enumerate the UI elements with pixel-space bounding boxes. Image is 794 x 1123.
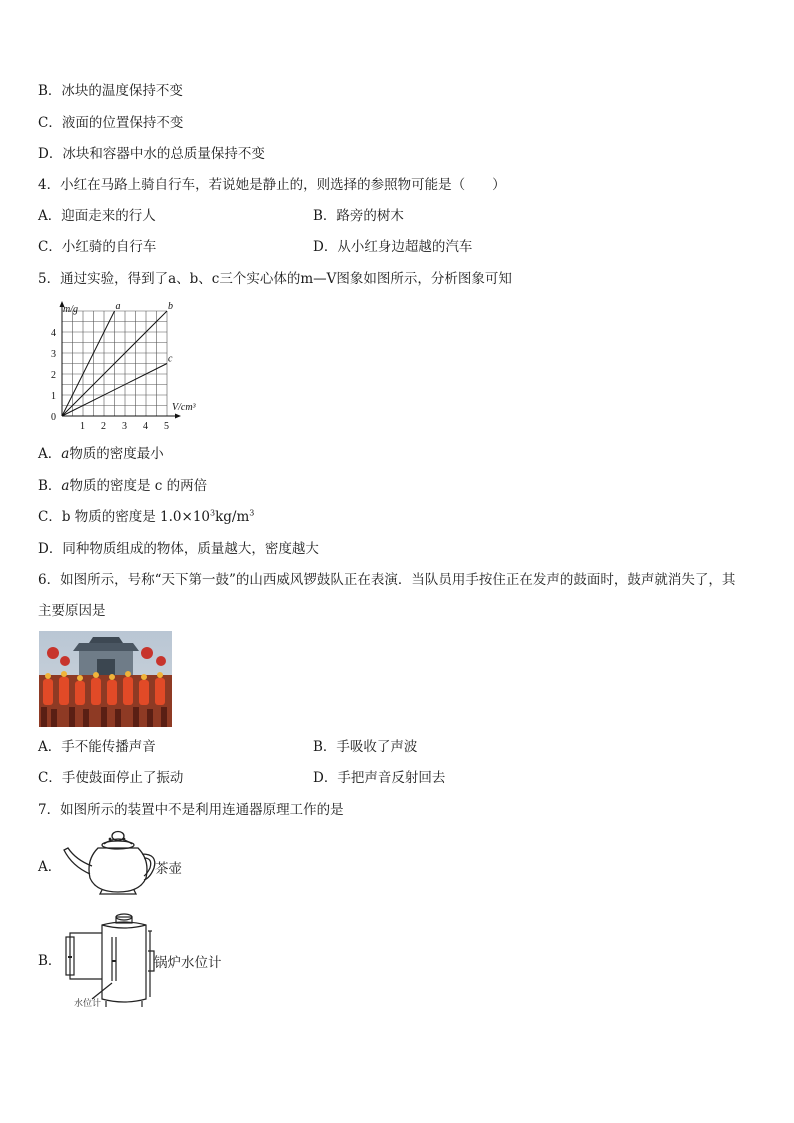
x-axis-label: V/cm³ — [172, 402, 196, 413]
q6-option-b: B．手吸收了声波 — [313, 739, 418, 755]
q5-c-unit-exp: 3 — [249, 508, 255, 518]
q6-option-a: A．手不能传播声音 — [38, 739, 156, 755]
series-label-b: b — [168, 301, 173, 312]
q4-stem: 4．小红在马路上骑自行车，若说她是静止的，则选择的参照物可能是（ ） — [38, 177, 506, 193]
q5-option-c — [38, 508, 254, 526]
y-tick-label: 1 — [51, 391, 56, 402]
q5-a-prefix: A． — [38, 446, 62, 462]
mv-graph — [44, 300, 214, 432]
q5-a-text: 物质的密度最小 — [69, 446, 164, 462]
q7-stem: 7．如图所示的装置中不是利用连通器原理工作的是 — [38, 802, 344, 818]
y-axis-label: m/g — [63, 304, 78, 315]
q5-c-exp: 3 — [210, 508, 216, 518]
q7-option-b-small-label: 水位计 — [74, 999, 102, 1009]
teapot-figure — [62, 830, 158, 900]
q6-stem-line1: 6．如图所示，号称“天下第一鼓”的山西威风锣鼓队正在表演．当队员用手按住正在发声的鼓面时，鼓声就消失了，其 — [38, 572, 736, 588]
q4-option-d: D．从小红身边超越的汽车 — [313, 239, 473, 255]
q4-option-a: A．迎面走来的行人 — [38, 208, 156, 224]
y-tick-label: 4 — [51, 328, 56, 339]
q6-stem-line2: 主要原因是 — [38, 603, 106, 619]
series-label-a: a — [115, 301, 121, 312]
x-tick-label: 3 — [122, 421, 127, 432]
q4-option-b: B．路旁的树木 — [313, 208, 404, 224]
q5-c-text: C．b 物质的密度是 1.0×10 — [38, 509, 211, 525]
y-tick-label: 2 — [51, 370, 56, 381]
q5-b-var: a — [61, 478, 70, 494]
drum-performance-photo — [39, 631, 172, 727]
q5-b-prefix: B． — [38, 478, 62, 494]
y-tick-label: 3 — [51, 349, 56, 360]
q7-option-b-caption: 锅炉水位计 — [154, 955, 222, 971]
q5-option-d: D．同种物质组成的物体，质量越大，密度越大 — [38, 541, 319, 557]
q7-option-a-label: A． — [38, 859, 62, 875]
q5-stem: 5．通过实验，得到了a、b、c三个实心体的m—V图象如图所示，分析图象可知 — [38, 271, 512, 287]
q3-option-d: D．冰块和容器中水的总质量保持不变 — [38, 146, 265, 162]
y-tick-label: 0 — [51, 412, 56, 423]
q3-option-c: C．液面的位置保持不变 — [38, 115, 184, 131]
q5-b-text: 物质的密度是 c 的两倍 — [69, 478, 208, 494]
q7-option-a-caption: 茶壶 — [155, 861, 182, 877]
q5-option-a — [38, 445, 164, 463]
x-tick-label: 4 — [143, 421, 148, 432]
q5-a-var: a — [61, 446, 70, 462]
x-tick-label: 5 — [164, 421, 169, 432]
x-tick-label: 1 — [80, 421, 85, 432]
q6-option-d: D．手把声音反射回去 — [313, 770, 446, 786]
x-tick-label: 2 — [101, 421, 106, 432]
series-label-c: c — [168, 353, 173, 365]
q3-option-b: B．冰块的温度保持不变 — [38, 83, 183, 99]
x-axis-arrow — [175, 414, 181, 419]
q6-option-c: C．手使鼓面停止了振动 — [38, 770, 184, 786]
q4-option-c: C．小红骑的自行车 — [38, 239, 157, 255]
q5-option-b — [38, 477, 207, 495]
q5-c-unit: kg/m — [215, 509, 250, 525]
q7-option-b-label: B． — [38, 953, 62, 969]
